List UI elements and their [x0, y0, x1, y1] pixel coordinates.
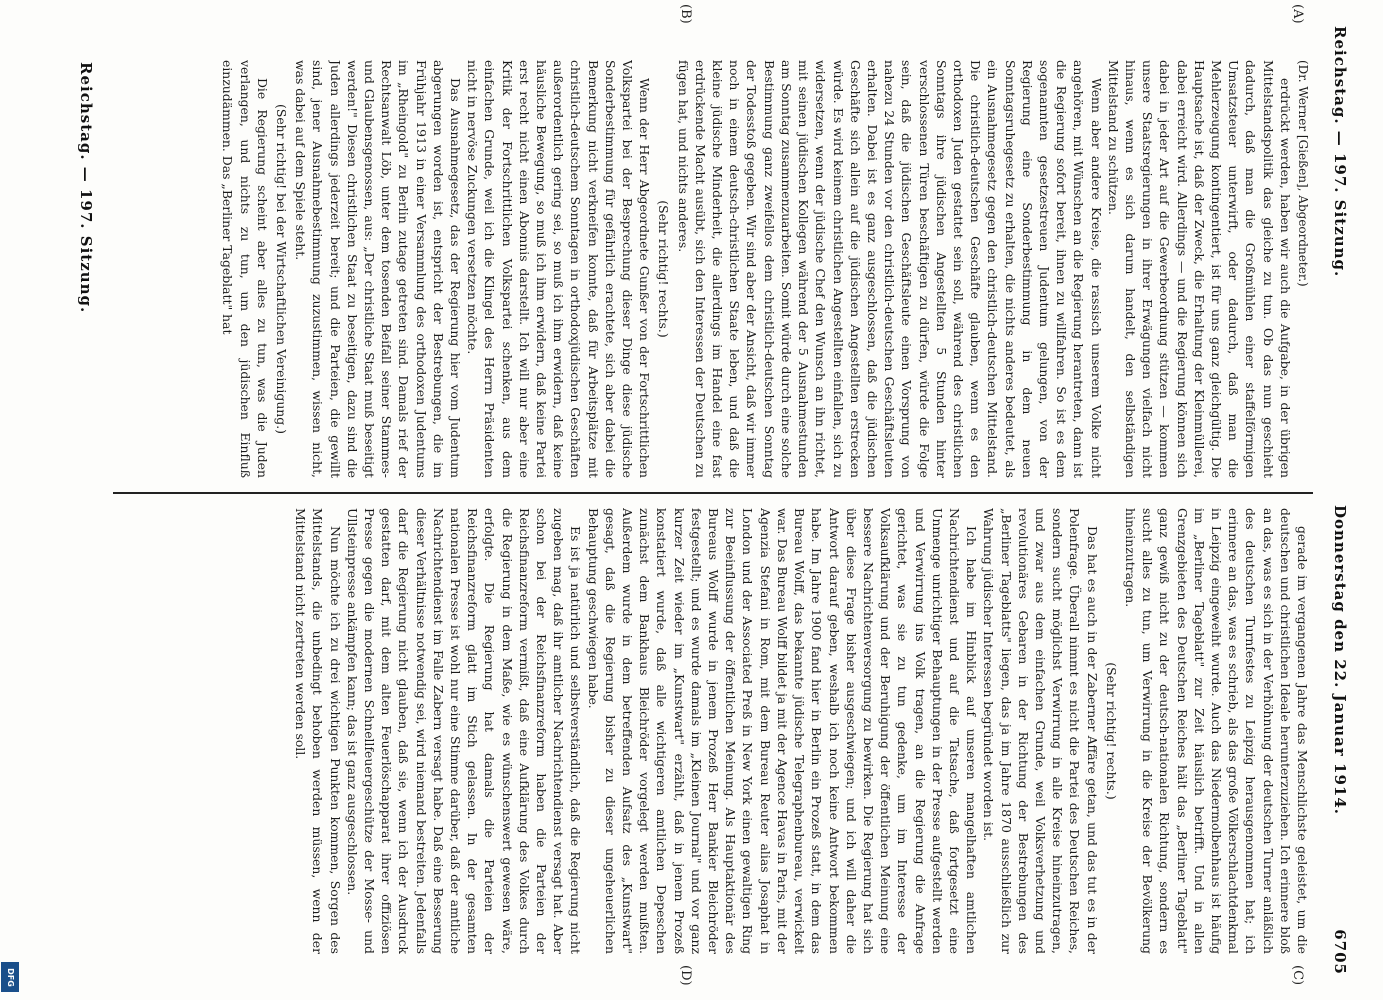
interjection: (Sehr richtig! rechts.) — [656, 200, 672, 338]
marker-b — [678, 4, 693, 24]
paragraph: Es ist ja natürlich und selbstverständlich, daß die Regierung nicht zugeben mag, daß ihr amtlicher Nachrichtendienst versagt hat. Aber schon bei der Reichsfinanzreform haben die Parteien der Reichsfinanzreform vermißt, daß eine Aufklärung des Volkes durch die Regierung in dem Maße, wie es wünschenswert gewesen wäre, erfolgte. Die Regierung hat damals die Parteien der Reichsfinanzreform glatt im Stich gelassen. In der gesamten nationalen Presse ist wohl nur eine Stimme darüber, daß der amtliche Nachrichtendienst im Falle Zabern versagt habe. Daß eine Besserung dieser Verhältnisse notwendig sei, wird niemand bestreiten. Jedenfalls darf die Regierung nicht glauben, daß sie, wenn ich der Ausdruck gestatten darf, mit dem alten Feuerlöschapparat ihrer offiziösen Presse gegen die modernen Schnellfeuergeschütze der Mosse- und Ullsteinpresse ankämpfen kann; das ist ganz ausgeschlossen. — [344, 508, 584, 954]
marker-c — [1290, 965, 1305, 985]
left-text-column — [101, 60, 1311, 478]
marker-a — [1290, 4, 1305, 24]
paragraph: Ich habe im Hinblick auf unseren mangelhaften amtlichen Nachrichtendienst und auf die Tatsache, daß fortgesetzt eine Unmenge unrichtiger Behauptungen in der Presse aufgestellt werden und Verwirrung ins Volk tragen, an die Regierung die Anfrage gerichtet, was sie zu tun gedenke, um im Interesse der Volksaufklärung und der Beruhigung der öffentlichen Meinung eine bessere Nachrichtenversorgung zu bewirken. Die Regierung hat sich über diese Frage bisher ausgeschwiegen; und ich will daher die Antwort darauf geben, weshalb ich noch keine Antwort bekommen habe. Im Jahre 1900 fand hier in Berlin ein Prozeß statt, in dem das Bureau Wolff, das bekannte jüdische Telegraphenbureau, verwickelt war. Das Bureau Wolff bildet ja mit der Agence Havas in Paris, mit der Agenzia Stefani in Rom, mit dem Bureau Reuter alias Josaphat in London und der Associated Preß in New York einen gewaltigen Ring zur Beeinflussung der öffentlichen Meinung. Als Hauptaktionär des Bureaus Wolff wurde in jenem Prozeß Herr Bankier Bleichröder festgestellt; und es wurde damals im „Kleinen Journal" und vor ganz kurzer Zeit wieder im „Kunstwart" erzählt, daß in jenem Prozeß konstatiert wurde, daß alle wichtigeren amtlichen Depeschen zunächst dem Bankhaus Bleichröder vorgelegt werden mußten. Außerdem wurde in dem betreffenden Aufsatz des „Kunstwart" gesagt, daß die Regierung bisher zu dieser ungeheuerlichen Behauptung geschwiegen habe. — [585, 508, 980, 954]
header-right — [1331, 505, 1349, 945]
page-number-label: 6705 — [1331, 929, 1349, 975]
speaker-line: (Dr. Werner [Gießen], Abgeordneter.) — [1296, 60, 1310, 287]
header-right-label: Donnerstag den 22. Januar 1914. — [1331, 505, 1349, 815]
dfg-logo — [1, 962, 19, 992]
paragraph: Wenn der Herr Abgeordnete Gunßer von der Fortschrittlichen Volkspartei bei der Besprechung dieser Dinge diese jüdische Sonderbestimmung für gefährlich erachtete, sich aber dabei die Bemerkung nicht verkneifen konnte, daß für Arbeitsplätze mit christlich-deutschem Sonntagen in orthodoxjüdischen Geschäften außerordentlich gering sei, so muß ich ihm erwidern, daß keine häusliche Bewegung, so muß ich ihm erwidern, daß keine Partei erst recht nicht einen Abonnis darstellt. Ich will nur aber eine Kritik der Fortschrittlichen Volkspartei schenken, aus dem einfachen Grunde, weil ich die Klingel des Herrn Präsidenten nicht in nervöse Zuckungen versetzen möchte. — [465, 60, 653, 478]
page-number — [1331, 905, 1349, 975]
interjection: (Sehr richtig! bei der Wirtschaftlichen Vereinigung.) — [274, 104, 290, 434]
paragraph: Das hat es auch in der Zaberner Affäre getan, und das tut es in der Polenfrage. Überall nimmt es nicht die Partei des Deutschen Reiches, sondern sucht möglichst Verwirrung in alle Kreise hineinzutragen, und zwar aus dem einfachen Grunde, weil Volksverhetzung und revolutionäres Gebaren in der Richtung der Bestrebungen des „Berliner Tageblatts" liegen, das ja im Jahre 1870 ausschließlich zur Wahrung jüdischer Interessen begründet worden ist. — [981, 508, 1100, 954]
marker-d — [678, 965, 693, 986]
column-divider — [113, 492, 1313, 494]
right-text-column — [101, 508, 1311, 954]
paragraph: Nun möchte ich zu drei wichtigen Punkten kommen, Sorgen des Mittelstands, die unbedingt behoben werden müssen, wenn der Mittelstand nicht zertreten werden soll. — [293, 508, 343, 954]
marker-d-label: (D) — [678, 965, 693, 986]
interjection: (Sehr richtig! rechts.) — [1103, 662, 1119, 800]
header-left-label: Reichstag. — 197. Sitzung. — [1331, 26, 1349, 278]
header-left-text: Reichstag. — 197. Sitzung. — [77, 62, 95, 314]
header-left — [1331, 26, 1349, 546]
dfg-logo-text: DFG — [5, 967, 15, 987]
paragraph: Wenn aber andere Kreise, die rassisch unserem Volke nicht angehören, mit Wünschen an die Regierung herantreten, dann ist die Regierung sofort bereit, ihnen zu willfahren. So ist es dem sogenannten gesetzestreuen Judentum gelungen, von der Regierung eine Sonderbestimmung in dem neuen Sonntagsruhegesetz zu erhalten, die nichts anderes bedeutet, als ein Ausnahmegesetz gegen den christlich-deutschen Mittelstand. Die christlich-deutschen Geschäfte glauben, wenn es den orthodoxen Juden gestattet sein soll, während des christlichen Sonntags ihre jüdischen Angestellten 5 Stunden hinter verschlossenen Türen beschäftigen zu dürfen, würde die Folge sein, daß die jüdischen Geschäftsleute einen Vorsprung von nahezu 24 Stunden vor den christlich-deutschen Geschäftsleuten erhalten. Dabei ist es ganz ausgeschlossen, daß die jüdischen Geschäfte sich allein auf die jüdischen Angestellten erstrecken würde. Es wird keinem christlichen Angestellten einfallen, sich zu widersetzen, wenn der jüdische Chef den Wunsch an ihn richtet, mit seinen jüdischen Kollegen während der 5 Ausnahmestunden am Sonntag zusammenzuarbeiten. Somit würde durch eine solche Bestimmung ganz zweifellos dem christlich-deutschen Sonntag der Todesstoß gegeben. Wir sind aber der Ansicht, daß wir immer noch in einem deutsch-christlichen Staate leben, und daß die kleine jüdische Minderheit, die allerdings im Handel eine fast erdrückende Macht ausübt, sich den Interessen der Deutschen zu fügen hat, und nichts anderes. — [675, 60, 1104, 478]
paragraph: erdrückt werden, haben wir auch die Aufgabe, in der übrigen Mittelstandspolitik das gleiche zu tun. Ob das nun geschieht dadurch, daß man die Großmühlen einer staffelförmigen Umsatzsteuer unterwirft, oder dadurch, daß man die Mehlerzeugung kontingentiert, ist für uns ganz gleichgültig. Die Hauptsache ist, daß der Zweck, die Erhaltung der Kleinmüllerei, dabei erreicht wird. Allerdings — und die Regierung können sich dabei in jeder Art auf die Gewerbeordnung stützen — kommen unsere Staatsregierungen in ihrer Erwägungen vielfach nicht hinaus, wenn es sich darum handelt, den selbständigen Mittelstand zu schützen. — [1105, 60, 1293, 478]
paragraph: Das Ausnahmegesetz, das der Regierung hier vom Judentum abgerungen worden ist, entspricht der Bestrebungen, die im Frühjahr 1913 in einer Versammlung des orthodoxen Judentums im „Rheingold" zu Berlin zutage getreten sind. Damals rief der Rechtsanwalt Löb, unter dem tosenden Beifall seiner Stammes- und Glaubensgenossen, aus: „Der christliche Staat muß beseitigt werden!" Diesen christlichen Staat zu beseitigen, dazu sind die Juden allerdings jederzeit bereit; und die Parteien, die gewillt sind, jener Ausnahmebestimmung zuzustimmen, wissen nicht, was dabei auf dem Spiele steht. — [293, 60, 464, 478]
marker-b-label: (B) — [678, 4, 693, 24]
marker-a-label: (A) — [1290, 4, 1305, 24]
paragraph: Die Regierung scheint aber alles zu tun, was die Juden verlangen, und nichts zu tun, um den jüdischen Einfluß einzudämmen. Das „Berliner Tageblatt" hat — [220, 60, 270, 478]
paragraph: gerade im vergangenen Jahre das Menschlichste geleistet, um die deutschen und christlichen Ideale herunterzuziehen. Ich erinnere bloß an das, was es sich in der Verhöhnung der deutschen Turner anläßlich des deutschen Turnfestes zu Leipzig herausgenommen hat; ich erinnere an das, was es schrieb, als das große Völkerschlachtdenkmal in Leipzig eingeweiht wurde. Auch das Niedermolbenhaus ist häufig im „Berliner Tageblatt" zur Zeit häuslich betrifft. Und in allen Grenzgebieten des Deutschen Reiches hält das „Berliner Tageblatt" ganz gewiß nicht zu der deutsch-nationalen Richtung, sondern es sucht alles zu tun, um Verwirrung in die Kreise der Bevölkerung hineinzutragen. — [1122, 508, 1310, 954]
marker-c-label: (C) — [1290, 965, 1305, 986]
